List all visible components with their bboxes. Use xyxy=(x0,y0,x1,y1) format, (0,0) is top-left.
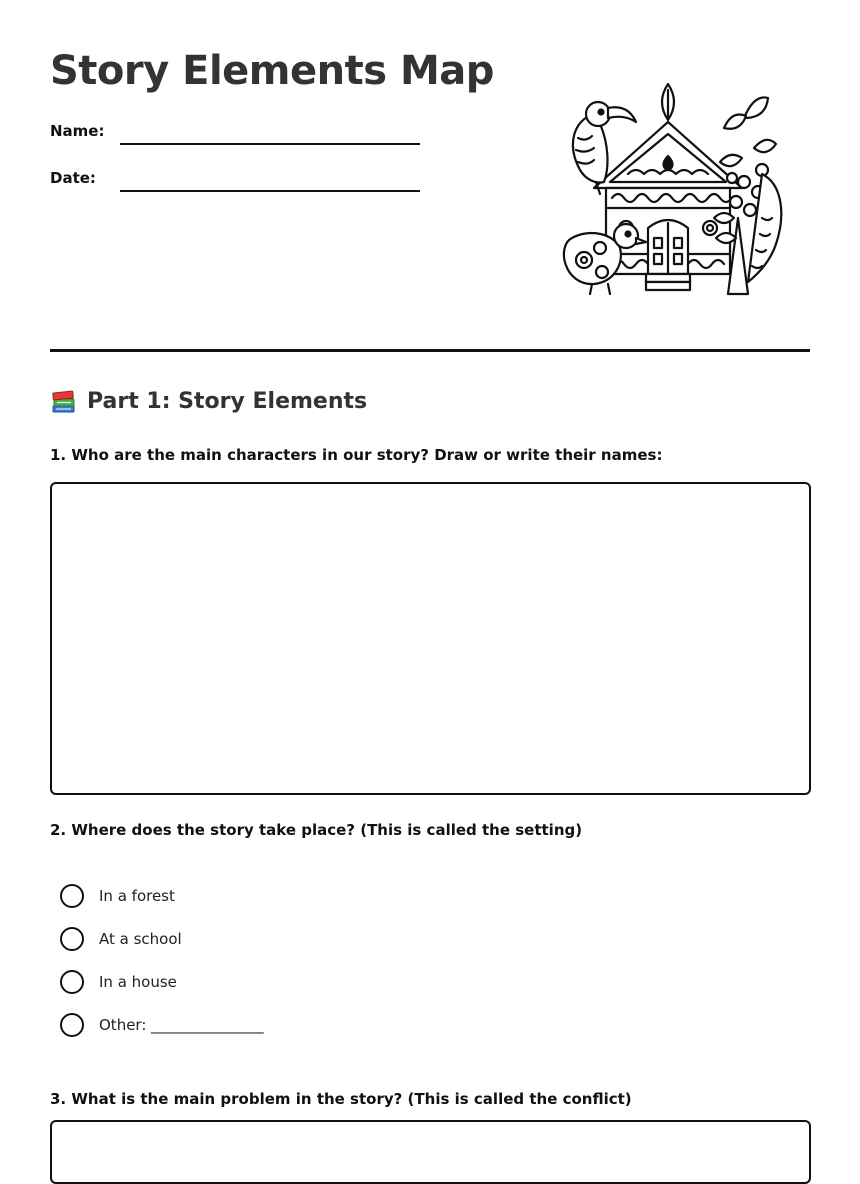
name-label: Name: xyxy=(50,122,105,140)
option-label: In a forest xyxy=(99,887,175,905)
radio-button[interactable] xyxy=(60,1013,84,1037)
setting-option-other[interactable] xyxy=(60,1013,264,1037)
setting-option[interactable] xyxy=(60,927,182,951)
date-label: Date: xyxy=(50,169,96,187)
option-label: At a school xyxy=(99,930,182,948)
page-title: Story Elements Map xyxy=(50,48,494,94)
name-field[interactable] xyxy=(120,143,420,145)
option-label: In a house xyxy=(99,973,177,991)
question-3: 3. What is the main problem in the story? (This is called the conflict) xyxy=(50,1090,632,1108)
part1-heading-text: Part 1: Story Elements xyxy=(87,389,368,414)
radio-button[interactable] xyxy=(60,884,84,908)
radio-button[interactable] xyxy=(60,927,84,951)
radio-button[interactable] xyxy=(60,970,84,994)
question-1: 1. Who are the main characters in our story? Draw or write their names: xyxy=(50,446,663,464)
characters-answer-box[interactable] xyxy=(50,482,811,795)
setting-option[interactable] xyxy=(60,970,177,994)
question-2: 2. Where does the story take place? (This is called the setting) xyxy=(50,821,583,839)
village-house-illustration xyxy=(548,78,788,300)
option-label: Other: _______________ xyxy=(99,1016,264,1034)
setting-option[interactable] xyxy=(60,884,175,908)
date-field[interactable] xyxy=(120,190,420,192)
conflict-answer-box[interactable] xyxy=(50,1120,811,1184)
books-icon xyxy=(50,388,77,415)
part1-heading xyxy=(50,388,367,415)
section-divider xyxy=(50,349,810,352)
